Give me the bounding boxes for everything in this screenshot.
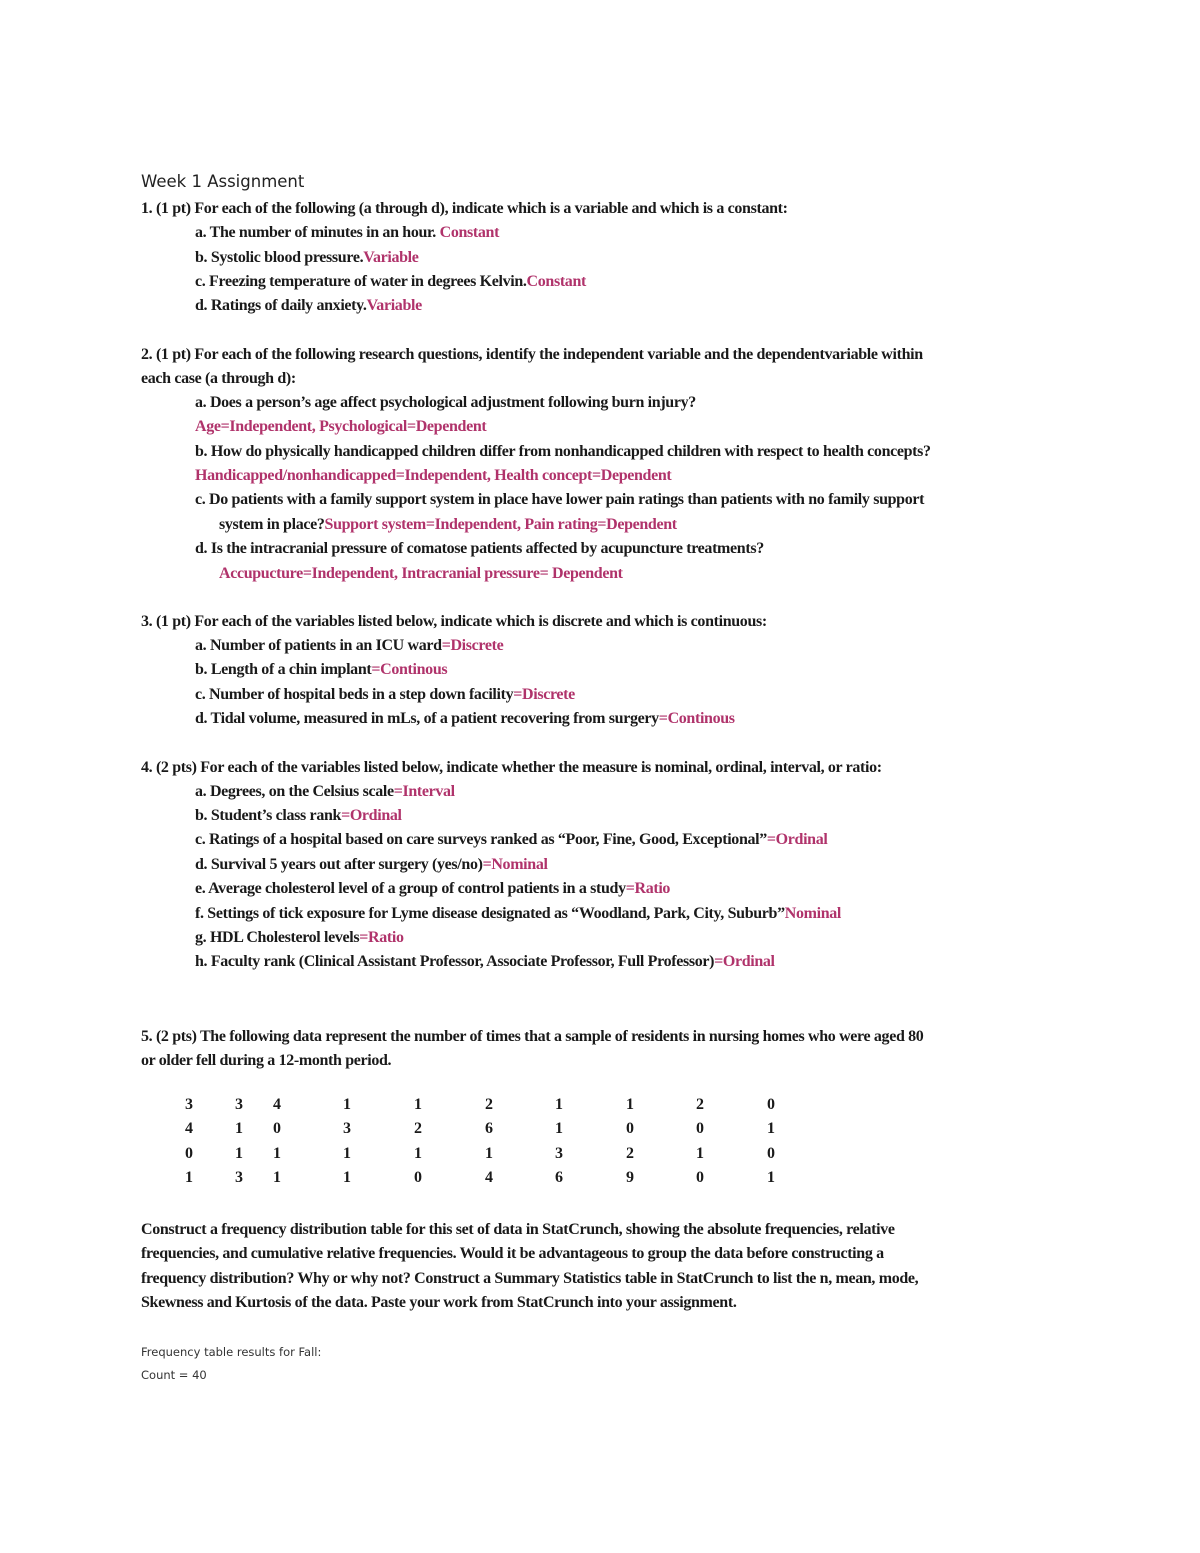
- q1-item-b-text: b. Systolic blood pressure.: [195, 249, 364, 266]
- data-cell: 1: [343, 1169, 351, 1187]
- q4-item-c-text: c. Ratings of a hospital based on care surveys ranked as “Poor, Fine, Good, Exceptional”: [195, 831, 767, 848]
- data-cell: 1: [414, 1096, 422, 1114]
- q1-prompt: 1. (1 pt) For each of the following (a through d), indicate which is a variable and which is a constant:: [141, 200, 788, 217]
- data-cell: 1: [767, 1120, 775, 1138]
- q2-item-d-question: d. Is the intracranial pressure of comatose patients affected by acupuncture treatments?: [195, 540, 764, 557]
- data-cell: 3: [235, 1169, 243, 1187]
- q3-item-c-text: c. Number of hospital beds in a step down facility: [195, 686, 514, 703]
- data-cell: 0: [273, 1120, 281, 1138]
- data-cell: 1: [485, 1144, 493, 1162]
- q3-item-a-answer: =Discrete: [441, 637, 504, 654]
- data-cell: 3: [185, 1096, 193, 1114]
- q5-instructions-line1: Construct a frequency distribution table for this set of data in StatCrunch, showing the absolute frequencies, relative: [141, 1221, 895, 1238]
- q4-item-c: [195, 830, 827, 850]
- q2-item-d-answer: Accupucture=Independent, Intracranial pressure= Dependent: [219, 565, 623, 582]
- data-cell: 1: [767, 1169, 775, 1187]
- q4-item-d-answer: =Nominal: [482, 856, 548, 873]
- q3-item-d-text: d. Tidal volume, measured in mLs, of a patient recovering from surgery: [195, 710, 659, 727]
- q1-item-b-answer: Variable: [363, 249, 419, 266]
- q4-item-b-text: b. Student’s class rank: [195, 807, 342, 824]
- data-cell: 0: [696, 1120, 704, 1138]
- data-row: [185, 1142, 827, 1166]
- q1-item-d-answer: Variable: [366, 297, 422, 314]
- q4-item-e: [195, 879, 670, 899]
- data-cell: 3: [343, 1120, 351, 1138]
- q5-prompt-line1: 5. (2 pts) The following data represent the number of times that a sample of residents in nursing homes who were aged 80: [141, 1028, 924, 1045]
- data-cell: 3: [235, 1096, 243, 1114]
- q4-item-d-text: d. Survival 5 years out after surgery (yes/no): [195, 856, 483, 873]
- q1-item-a-answer: Constant: [439, 224, 500, 241]
- q4-item-a: [195, 782, 455, 802]
- q3-item-d: [195, 709, 735, 729]
- q2-item-c-question-line1: c. Do patients with a family support system in place have lower pain ratings than patients with no family support: [195, 491, 925, 508]
- frequency-results-label: Frequency table results for Fall:: [141, 1345, 322, 1359]
- data-cell: 1: [273, 1169, 281, 1187]
- q4-item-c-answer: =Ordinal: [766, 831, 828, 848]
- q4-item-g-text: g. HDL Cholesterol levels: [195, 929, 360, 946]
- data-cell: 0: [696, 1169, 704, 1187]
- q4-item-f-answer: Nominal: [784, 905, 841, 922]
- data-cell: 4: [185, 1120, 193, 1138]
- q2-item-c-question-line2: system in place?: [219, 516, 325, 533]
- data-cell: 1: [626, 1096, 634, 1114]
- data-cell: 0: [414, 1169, 422, 1187]
- q1-item-c-text: c. Freezing temperature of water in degrees Kelvin.: [195, 273, 527, 290]
- q2-item-b-question: b. How do physically handicapped children differ from nonhandicapped children with respect to health concepts?: [195, 443, 931, 460]
- q4-item-e-answer: =Ratio: [625, 880, 671, 897]
- q1-item-c-answer: Constant: [526, 273, 586, 290]
- q5-instructions-line2: frequencies, and cumulative relative frequencies. Would it be advantageous to group the data before constructing a: [141, 1245, 884, 1262]
- data-cell: 1: [555, 1096, 563, 1114]
- data-cell: 2: [414, 1120, 422, 1138]
- q3-item-b: [195, 660, 447, 680]
- data-cell: 0: [767, 1144, 775, 1162]
- data-cell: 2: [696, 1096, 704, 1114]
- q1-item-d: [195, 296, 422, 316]
- q4-item-h-text: h. Faculty rank (Clinical Assistant Professor, Associate Professor, Full Professor): [195, 953, 715, 970]
- q1-item-b: [195, 248, 419, 268]
- count-label: Count = 40: [141, 1368, 207, 1382]
- q4-item-d: [195, 855, 548, 875]
- data-cell: 9: [626, 1169, 634, 1187]
- data-cell: 1: [414, 1144, 422, 1162]
- q3-item-c: [195, 685, 575, 705]
- q2-item-a-answer: Age=Independent, Psychological=Dependent: [195, 418, 487, 435]
- q1-item-c: [195, 272, 586, 292]
- data-cell: 0: [626, 1120, 634, 1138]
- q2-item-a-question: a. Does a person’s age affect psychological adjustment following burn injury?: [195, 394, 696, 411]
- q3-item-b-text: b. Length of a chin implant: [195, 661, 372, 678]
- q3-item-c-answer: =Discrete: [513, 686, 575, 703]
- q2-item-b-answer: Handicapped/nonhandicapped=Independent, Health concept=Dependent: [195, 467, 672, 484]
- q2-prompt-line1: 2. (1 pt) For each of the following research questions, identify the independent variable and the dependentvariable within: [141, 346, 923, 363]
- falls-data-table: [185, 1093, 827, 1190]
- q4-item-b-answer: =Ordinal: [341, 807, 402, 824]
- q1-item-a: [195, 223, 499, 243]
- data-cell: 6: [555, 1169, 563, 1187]
- data-row: [185, 1117, 827, 1141]
- data-cell: 1: [185, 1169, 193, 1187]
- data-cell: 2: [626, 1144, 634, 1162]
- q2-prompt-line2: each case (a through d):: [141, 370, 296, 387]
- q1-item-a-text: a. The number of minutes in an hour.: [195, 224, 440, 241]
- data-cell: 6: [485, 1120, 493, 1138]
- data-cell: 1: [696, 1144, 704, 1162]
- q5-prompt-line2: or older fell during a 12-month period.: [141, 1052, 392, 1069]
- q4-prompt: 4. (2 pts) For each of the variables listed below, indicate whether the measure is nominal, ordinal, interval, or ratio:: [141, 759, 882, 776]
- data-cell: 1: [235, 1120, 243, 1138]
- q3-prompt: 3. (1 pt) For each of the variables listed below, indicate which is discrete and which is continuous:: [141, 613, 767, 630]
- q4-item-a-text: a. Degrees, on the Celsius scale: [195, 783, 394, 800]
- q4-item-f-text: f. Settings of tick exposure for Lyme disease designated as “Woodland, Park, City, Suburb”: [195, 905, 785, 922]
- q3-item-b-answer: =Continous: [371, 661, 448, 678]
- q4-item-g-answer: =Ratio: [359, 929, 404, 946]
- data-row: [185, 1093, 827, 1117]
- q3-item-a-text: a. Number of patients in an ICU ward: [195, 637, 442, 654]
- data-cell: 4: [273, 1096, 281, 1114]
- page-title: Week 1 Assignment: [141, 172, 305, 191]
- q4-item-h-answer: =Ordinal: [714, 953, 775, 970]
- q1-item-d-text: d. Ratings of daily anxiety.: [195, 297, 367, 314]
- q5-instructions-line3: frequency distribution? Why or why not? Construct a Summary Statistics table in StatCrunch to list the n, mean, mode,: [141, 1270, 919, 1287]
- data-cell: 4: [485, 1169, 493, 1187]
- data-cell: 1: [555, 1120, 563, 1138]
- q4-item-g: [195, 928, 404, 948]
- q2-item-c-line2: [219, 515, 677, 535]
- data-cell: 3: [555, 1144, 563, 1162]
- q4-item-b: [195, 806, 402, 826]
- data-cell: 0: [185, 1144, 193, 1162]
- q4-item-f: [195, 904, 841, 924]
- data-cell: 2: [485, 1096, 493, 1114]
- data-cell: 0: [767, 1096, 775, 1114]
- data-cell: 1: [343, 1144, 351, 1162]
- q5-instructions-line4: Skewness and Kurtosis of the data. Paste your work from StatCrunch into your assignment.: [141, 1294, 737, 1311]
- q3-item-d-answer: =Continous: [658, 710, 735, 727]
- q4-item-h: [195, 952, 775, 972]
- data-cell: 1: [273, 1144, 281, 1162]
- q4-item-e-text: e. Average cholesterol level of a group of control patients in a study: [195, 880, 626, 897]
- data-cell: 1: [235, 1144, 243, 1162]
- q2-item-c-answer: Support system=Independent, Pain rating=Dependent: [324, 516, 677, 533]
- data-cell: 1: [343, 1096, 351, 1114]
- data-row: [185, 1166, 827, 1190]
- q4-item-a-answer: =Interval: [393, 783, 455, 800]
- q3-item-a: [195, 636, 503, 656]
